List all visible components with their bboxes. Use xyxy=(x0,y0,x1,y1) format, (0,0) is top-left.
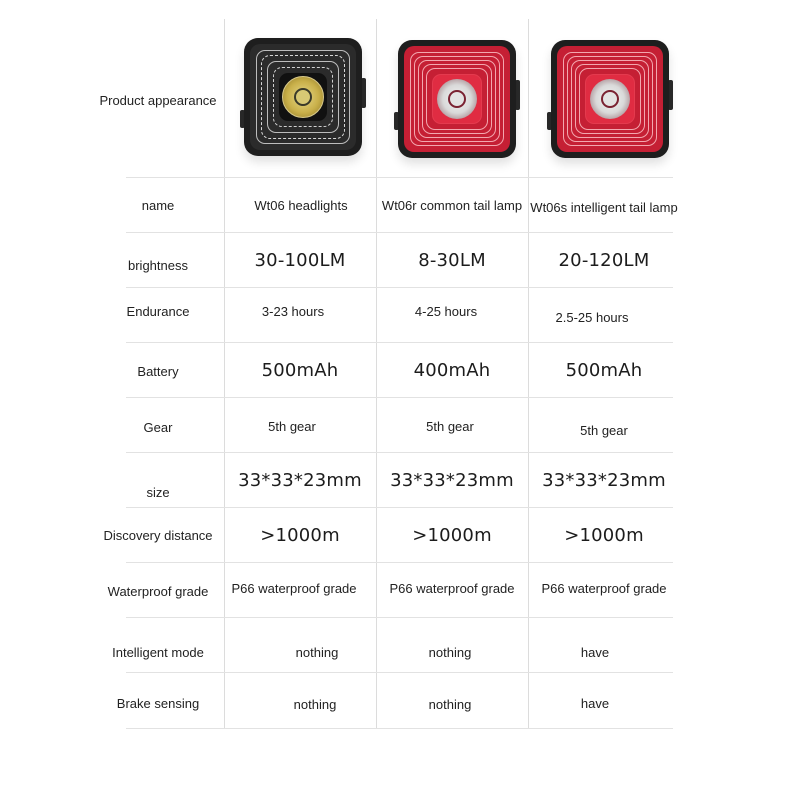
discovery-distance-value: >1000m xyxy=(260,524,340,546)
row-label-discovery-distance: Discovery distance xyxy=(103,527,213,543)
row-divider xyxy=(126,342,673,343)
row-label-size: size xyxy=(146,484,170,500)
intelligent-mode-value: nothing xyxy=(428,644,472,660)
brake-sensing-value: nothing xyxy=(428,696,472,712)
waterproof-value: P66 waterproof grade xyxy=(231,580,357,596)
lamp-lens xyxy=(404,46,510,152)
brake-sensing-value: have xyxy=(580,695,610,711)
name-value: Wt06s intelligent tail lamp xyxy=(530,199,678,215)
row-divider xyxy=(126,287,673,288)
intelligent-tail-lamp-product-image xyxy=(551,40,669,158)
row-divider xyxy=(126,232,673,233)
row-label-gear: Gear xyxy=(143,419,173,435)
led-core-icon xyxy=(448,90,466,108)
row-label-battery: Battery xyxy=(137,363,179,379)
lamp-lens xyxy=(557,46,663,152)
row-divider xyxy=(126,177,673,178)
battery-value: 500mAh xyxy=(261,359,339,381)
battery-value: 400mAh xyxy=(413,359,491,381)
led-core-icon xyxy=(294,88,312,106)
brightness-value: 20-120LM xyxy=(558,249,650,271)
gear-value: 5th gear xyxy=(580,422,628,438)
row-label-endurance: Endurance xyxy=(126,303,190,319)
intelligent-mode-value: nothing xyxy=(295,644,339,660)
name-value: Wt06r common tail lamp xyxy=(381,197,523,213)
brightness-value: 30-100LM xyxy=(254,249,346,271)
size-value: 33*33*23mm xyxy=(390,469,514,491)
common-tail-lamp-product-image xyxy=(398,40,516,158)
waterproof-value: P66 waterproof grade xyxy=(541,580,667,596)
brightness-value: 8-30LM xyxy=(418,249,486,271)
endurance-value: 2.5-25 hours xyxy=(555,309,629,325)
row-divider xyxy=(126,397,673,398)
endurance-value: 3-23 hours xyxy=(261,303,325,319)
lamp-lens xyxy=(250,44,356,150)
row-divider xyxy=(126,452,673,453)
name-value: Wt06 headlights xyxy=(254,197,348,213)
row-label-brightness: brightness xyxy=(128,257,188,273)
discovery-distance-value: >1000m xyxy=(564,524,644,546)
gear-value: 5th gear xyxy=(268,418,316,434)
battery-value: 500mAh xyxy=(565,359,643,381)
row-divider xyxy=(126,562,673,563)
row-label-waterproof-grade: Waterproof grade xyxy=(107,583,209,599)
row-label-appearance: Product appearance xyxy=(99,92,217,108)
row-label-name: name xyxy=(141,197,175,213)
endurance-value: 4-25 hours xyxy=(414,303,478,319)
brake-sensing-value: nothing xyxy=(293,696,337,712)
row-divider xyxy=(126,728,673,729)
size-value: 33*33*23mm xyxy=(238,469,362,491)
row-label-brake-sensing: Brake sensing xyxy=(116,695,200,711)
row-label-intelligent-mode: Intelligent mode xyxy=(112,644,204,660)
row-divider xyxy=(126,617,673,618)
gear-value: 5th gear xyxy=(426,418,474,434)
row-divider xyxy=(126,672,673,673)
size-value: 33*33*23mm xyxy=(542,469,666,491)
intelligent-mode-value: have xyxy=(580,644,610,660)
row-divider xyxy=(126,507,673,508)
waterproof-value: P66 waterproof grade xyxy=(389,580,515,596)
headlight-product-image xyxy=(244,38,362,156)
discovery-distance-value: >1000m xyxy=(412,524,492,546)
led-core-icon xyxy=(601,90,619,108)
